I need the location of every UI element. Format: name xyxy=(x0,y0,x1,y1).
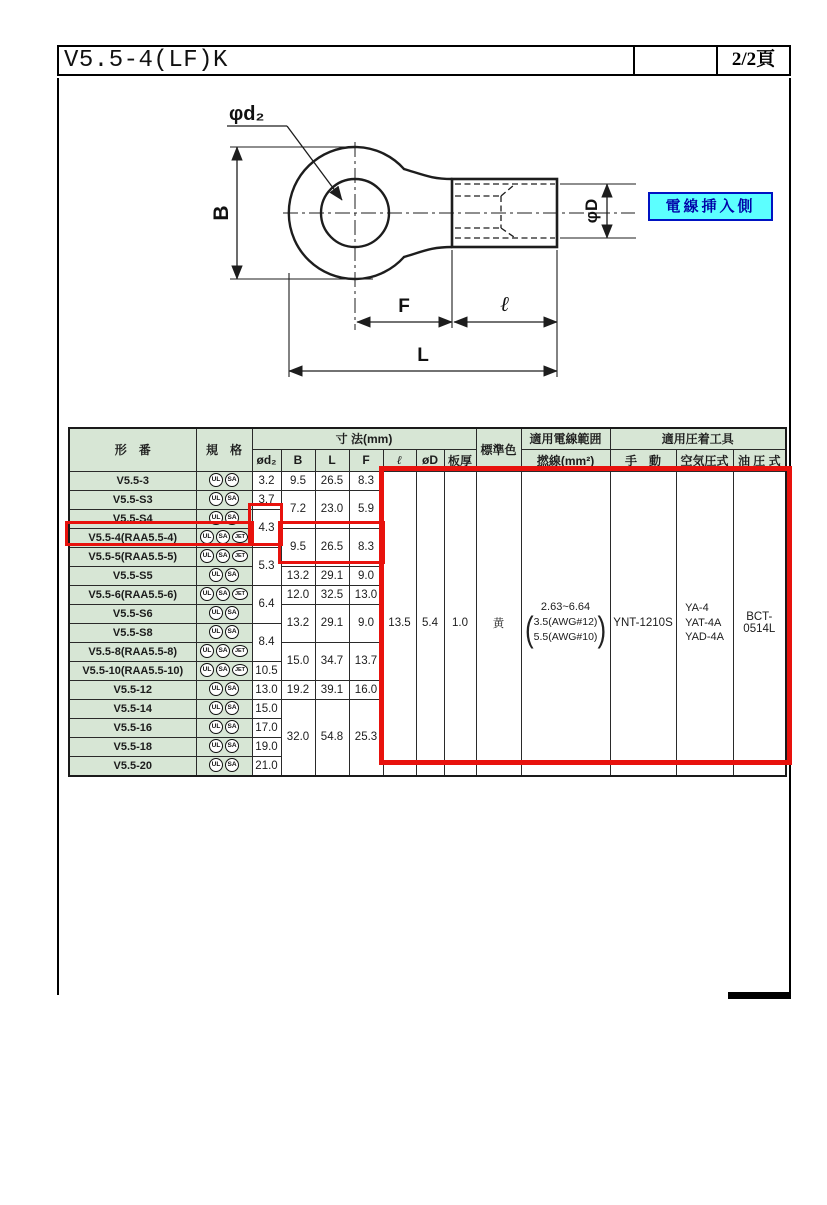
page-number: 2/2頁 xyxy=(716,47,789,74)
f-cell: 13.0 xyxy=(349,585,383,604)
thickness-cell: 1.0 xyxy=(444,471,476,776)
od-cell: 5.4 xyxy=(416,471,444,776)
ul-logo-icon: UL xyxy=(209,701,223,715)
model-cell: V5.5-S5 xyxy=(69,566,196,585)
standards-cell xyxy=(196,585,252,604)
f-cell: 9.0 xyxy=(349,566,383,585)
sa-logo-icon: SA xyxy=(225,568,239,582)
jet-logo-icon: JET xyxy=(232,664,248,676)
f-cell: 13.7 xyxy=(349,642,383,680)
l-cell: 54.8 xyxy=(315,699,349,776)
b-cell: 13.2 xyxy=(281,566,315,585)
f-cell: 8.3 xyxy=(349,528,383,566)
hydraulic-tool-cell: BCT-0514L xyxy=(733,471,786,776)
standards-cell xyxy=(196,756,252,776)
col-header-manual: 手 動 xyxy=(610,449,676,471)
col-header-od2: ød₂ xyxy=(252,449,281,471)
sa-logo-icon: SA xyxy=(225,492,239,506)
col-header-ell: ℓ xyxy=(383,449,416,471)
dimension-label-b: B xyxy=(210,205,233,221)
page-title: V5.5-4(LF)K xyxy=(64,47,228,74)
model-cell: V5.5-4(RAA5.5-4) xyxy=(69,528,196,547)
standards-cell xyxy=(196,642,252,661)
col-header-color: 標準色 xyxy=(476,428,521,471)
standards-cell xyxy=(196,680,252,699)
f-cell: 25.3 xyxy=(349,699,383,776)
ul-logo-icon: UL xyxy=(209,739,223,753)
sa-logo-icon: SA xyxy=(225,682,239,696)
model-cell: V5.5-3 xyxy=(69,471,196,490)
ul-logo-icon: UL xyxy=(200,549,214,563)
od2-cell: 8.4 xyxy=(252,623,281,661)
b-cell: 9.5 xyxy=(281,528,315,566)
od2-cell: 15.0 xyxy=(252,699,281,718)
f-cell: 16.0 xyxy=(349,680,383,699)
l-cell: 29.1 xyxy=(315,566,349,585)
model-cell: V5.5-S6 xyxy=(69,604,196,623)
od2-cell: 19.0 xyxy=(252,737,281,756)
ul-logo-icon: UL xyxy=(209,568,223,582)
b-cell: 32.0 xyxy=(281,699,315,776)
col-header-pneumatic: 空気圧式 xyxy=(676,449,733,471)
jet-logo-icon: JET xyxy=(232,531,248,543)
model-cell: V5.5-18 xyxy=(69,737,196,756)
model-cell: V5.5-5(RAA5.5-5) xyxy=(69,547,196,566)
ul-logo-icon: UL xyxy=(209,758,223,772)
standards-cell xyxy=(196,699,252,718)
pneumatic-tool-2: YAT-4A xyxy=(685,616,722,629)
model-cell: V5.5-14 xyxy=(69,699,196,718)
sa-logo-icon: SA xyxy=(216,530,230,544)
wire-hole-chamfer xyxy=(501,185,514,196)
col-header-l: L xyxy=(315,449,349,471)
col-header-b: B xyxy=(281,449,315,471)
manual-tool-cell: YNT-1210S xyxy=(610,471,676,776)
col-header-thickness: 板厚 xyxy=(444,449,476,471)
od2-cell: 17.0 xyxy=(252,718,281,737)
pneumatic-tool-1: YA-4 xyxy=(685,602,709,615)
ul-logo-icon: UL xyxy=(200,587,214,601)
wire-hole-chamfer xyxy=(501,228,514,237)
standards-cell xyxy=(196,737,252,756)
l-cell: 29.1 xyxy=(315,604,349,642)
dimension-label-phi-d: φD xyxy=(582,198,601,224)
jet-logo-icon: JET xyxy=(232,645,248,657)
col-header-dimensions: 寸 法(mm) xyxy=(252,428,476,449)
od2-cell: 5.3 xyxy=(252,547,281,585)
table-row xyxy=(69,471,786,490)
col-header-model: 形 番 xyxy=(69,428,196,471)
sa-logo-icon: SA xyxy=(225,473,239,487)
l-cell: 23.0 xyxy=(315,490,349,528)
spec-table xyxy=(68,427,787,777)
model-cell: V5.5-10(RAA5.5-10) xyxy=(69,661,196,680)
od2-cell: 13.0 xyxy=(252,680,281,699)
standards-cell xyxy=(196,528,252,547)
model-cell: V5.5-S4 xyxy=(69,509,196,528)
standards-cell xyxy=(196,604,252,623)
sa-logo-icon: SA xyxy=(225,758,239,772)
jet-logo-icon: JET xyxy=(232,550,248,562)
col-header-wire-group: 適用電線範囲 xyxy=(521,428,610,449)
phi-d2-leader xyxy=(287,126,342,200)
sa-logo-icon: SA xyxy=(216,644,230,658)
dimension-label-phi-d2: φd₂ xyxy=(229,103,265,125)
ul-logo-icon: UL xyxy=(209,682,223,696)
model-cell: V5.5-S3 xyxy=(69,490,196,509)
standards-cell xyxy=(196,509,252,528)
b-cell: 12.0 xyxy=(281,585,315,604)
sa-logo-icon: SA xyxy=(225,720,239,734)
ul-logo-icon: UL xyxy=(200,663,214,677)
f-cell: 5.9 xyxy=(349,490,383,528)
col-header-tools-group: 適用圧着工具 xyxy=(610,428,786,449)
sa-logo-icon: SA xyxy=(225,511,239,525)
tail-bottom-curve xyxy=(404,247,452,257)
od2-cell: 4.3 xyxy=(252,509,281,547)
standards-cell xyxy=(196,661,252,680)
standards-cell xyxy=(196,623,252,642)
pneumatic-tool-3: YAD-4A xyxy=(685,630,724,643)
od2-cell: 3.7 xyxy=(252,490,281,509)
ul-logo-icon: UL xyxy=(209,473,223,487)
title-bar xyxy=(57,45,791,76)
model-cell: V5.5-8(RAA5.5-8) xyxy=(69,642,196,661)
wire-alt-2: 5.5(AWG#10) xyxy=(533,630,598,643)
model-cell: V5.5-S8 xyxy=(69,623,196,642)
l-cell: 32.5 xyxy=(315,585,349,604)
ul-logo-icon: UL xyxy=(200,644,214,658)
col-header-wire-sub: 撚線(mm²) xyxy=(521,449,610,471)
sa-logo-icon: SA xyxy=(225,739,239,753)
ul-logo-icon: UL xyxy=(209,492,223,506)
terminal-diagram xyxy=(58,80,738,395)
tail-top-curve xyxy=(404,169,452,179)
wire-alternatives xyxy=(522,608,610,650)
pneumatic-tool-cell xyxy=(676,471,733,776)
col-header-hydraulic: 油 圧 式 xyxy=(733,449,786,471)
b-cell: 9.5 xyxy=(281,471,315,490)
model-cell: V5.5-12 xyxy=(69,680,196,699)
bracket-right: ) xyxy=(597,608,607,650)
standards-cell xyxy=(196,566,252,585)
sa-logo-icon: SA xyxy=(216,587,230,601)
dimension-label-l: L xyxy=(417,345,429,366)
jet-logo-icon: JET xyxy=(232,588,248,600)
od2-cell: 3.2 xyxy=(252,471,281,490)
wire-insertion-callout: 電線挿入側 xyxy=(648,192,773,221)
ul-logo-icon: UL xyxy=(209,606,223,620)
ul-logo-icon: UL xyxy=(200,530,214,544)
standards-cell xyxy=(196,547,252,566)
dimension-label-ell: ℓ xyxy=(500,292,510,316)
model-cell: V5.5-6(RAA5.5-6) xyxy=(69,585,196,604)
ul-logo-icon: UL xyxy=(209,625,223,639)
l-cell: 39.1 xyxy=(315,680,349,699)
f-cell: 9.0 xyxy=(349,604,383,642)
b-cell: 19.2 xyxy=(281,680,315,699)
b-cell: 7.2 xyxy=(281,490,315,528)
sa-logo-icon: SA xyxy=(216,663,230,677)
col-header-f: F xyxy=(349,449,383,471)
model-cell: V5.5-20 xyxy=(69,756,196,776)
f-cell: 8.3 xyxy=(349,471,383,490)
title-spacer-cell xyxy=(633,47,716,74)
b-cell: 15.0 xyxy=(281,642,315,680)
sa-logo-icon: SA xyxy=(225,701,239,715)
standards-cell xyxy=(196,718,252,737)
col-header-od: øD xyxy=(416,449,444,471)
standards-cell xyxy=(196,471,252,490)
sa-logo-icon: SA xyxy=(225,625,239,639)
wire-range-value: 2.63~6.64 xyxy=(540,601,591,613)
bracket-left: ( xyxy=(524,608,534,650)
ell-cell: 13.5 xyxy=(383,471,416,776)
dimension-label-f: F xyxy=(398,296,410,317)
model-cell: V5.5-16 xyxy=(69,718,196,737)
od2-cell: 10.5 xyxy=(252,661,281,680)
wire-range-cell xyxy=(521,471,610,776)
l-cell: 26.5 xyxy=(315,471,349,490)
col-header-standard: 規 格 xyxy=(196,428,252,471)
od2-cell: 21.0 xyxy=(252,756,281,776)
b-cell: 13.2 xyxy=(281,604,315,642)
sa-logo-icon: SA xyxy=(216,549,230,563)
ul-logo-icon: UL xyxy=(209,511,223,525)
od2-cell: 6.4 xyxy=(252,585,281,623)
bottom-right-mark xyxy=(728,992,791,999)
ul-logo-icon: UL xyxy=(209,720,223,734)
wire-alt-1: 3.5(AWG#12) xyxy=(533,616,598,629)
standards-cell xyxy=(196,490,252,509)
l-cell: 26.5 xyxy=(315,528,349,566)
color-cell: 黄 xyxy=(476,471,521,776)
table-header-row xyxy=(69,428,786,449)
l-cell: 34.7 xyxy=(315,642,349,680)
sa-logo-icon: SA xyxy=(225,606,239,620)
